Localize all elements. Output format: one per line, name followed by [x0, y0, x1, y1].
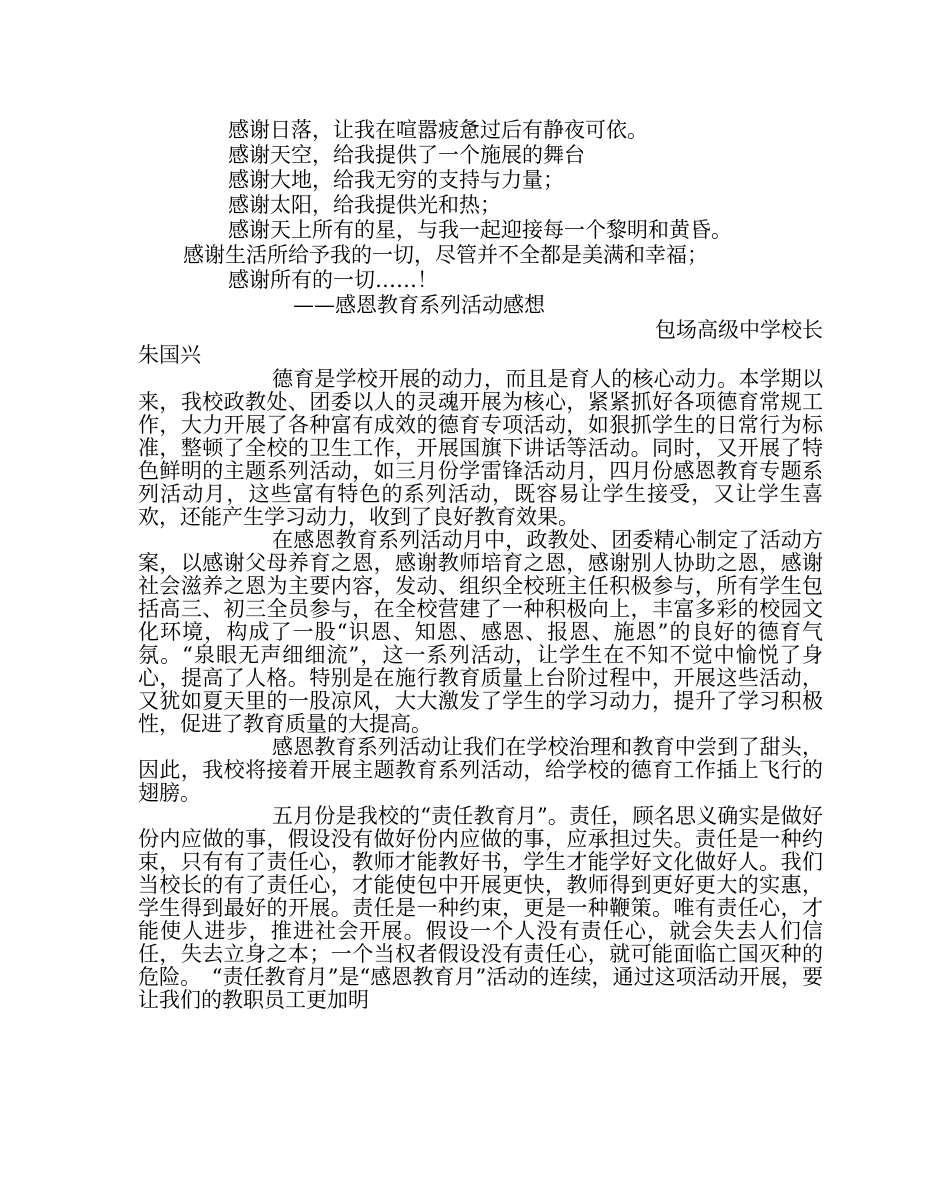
body-paragraph: 德育是学校开展的动力，而且是育人的核心动力。本学期以来，我校政教处、团委以人的灵魂开展为核心，紧紧抓好各项德育常规工作，大力开展了各种富有成效的德育专项活动，如狠抓学生的日常行为标准，整顿了全校的卫生工作，开展国旗下讲话等活动。同时，又开展了特色鲜明的主题系列活动，如三月份学雷锋活动月，四月份感恩教育专题系列活动月，这些富有特色的系列活动，既容易让学生接受，又让学生喜欢，还能产生学习动力，收到了良好教育效果。 — [138, 367, 823, 529]
poem — [138, 118, 823, 318]
body-paragraph: 在感恩教育系列活动月中，政教处、团委精心制定了活动方案，以感谢父母养育之恩，感谢教师培育之恩，感谢别人协助之恩，感谢社会滋养之恩为主要内容，发动、组织全校班主任积极参与，所有学生包括高三、初三全员参与，在全校营建了一种积极向上，丰富多彩的校园文化环境，构成了一股“识恩、知恩、感恩、报恩、施恩”的良好的德育气氛。“泉眼无声细细流”，这一系列活动，让学生在不知不觉中愉悦了身心，提高了人格。特别是在施行教育质量上台阶过程中，开展这些活动，又犹如夏天里的一股凉风，大大激发了学生的学习动力，提升了学习积极性，促进了教育质量的大提高。 — [138, 528, 823, 736]
poem-line: 感谢天空，给我提供了一个施展的舞台 — [228, 143, 585, 167]
body-paragraph: 五月份是我校的“责任教育月”。责任，顾名思义确实是做好份内应做的事，假设没有做好份内应做的事，应承担过失。责任是一种约束，只有有了责任心，教师才能教好书，学生才能学好文化做好人。我们当校长的有了责任心，才能使包中开展更快，教师得到更好更大的实惠，学生得到最好的开展。责任是一种约束，更是一种鞭策。唯有责任心，才能使人进步，推进社会开展。假设一个人没有责任心，就会失去人们信任，失去立身之本；一个当权者假设没有责任心，就可能面临亡国灭种的危险。 “责任教育月”是“感恩教育月”活动的连续，通过这项活动开展，要让我们的教职员工更加明 — [138, 804, 823, 1012]
poem-line: 感谢天上所有的星，与我一起迎接每一个黎明和黄昏。 — [228, 218, 732, 242]
document-page — [138, 118, 823, 1012]
author-name: 朱国兴 — [138, 343, 201, 367]
poem-line: 感谢太阳，给我提供光和热； — [228, 193, 501, 217]
body-paragraph: 感恩教育系列活动让我们在学校治理和教育中尝到了甜头，因此，我校将接着开展主题教育系列活动，给学校的德育工作插上飞行的翅膀。 — [138, 735, 823, 805]
poem-line: 感谢生活所给予我的一切，尽管并不全都是美满和幸福； — [183, 243, 708, 267]
poem-subtitle: ——感恩教育系列活动感想 — [293, 293, 545, 317]
poem-line: 感谢大地，给我无穷的支持与力量； — [228, 168, 564, 192]
poem-line: 感谢所有的一切……！ — [228, 268, 438, 292]
poem-line: 感谢日落，让我在喧嚣疲惫过后有静夜可依。 — [228, 118, 648, 142]
author-position: 包场高级中学校长 — [655, 318, 823, 342]
